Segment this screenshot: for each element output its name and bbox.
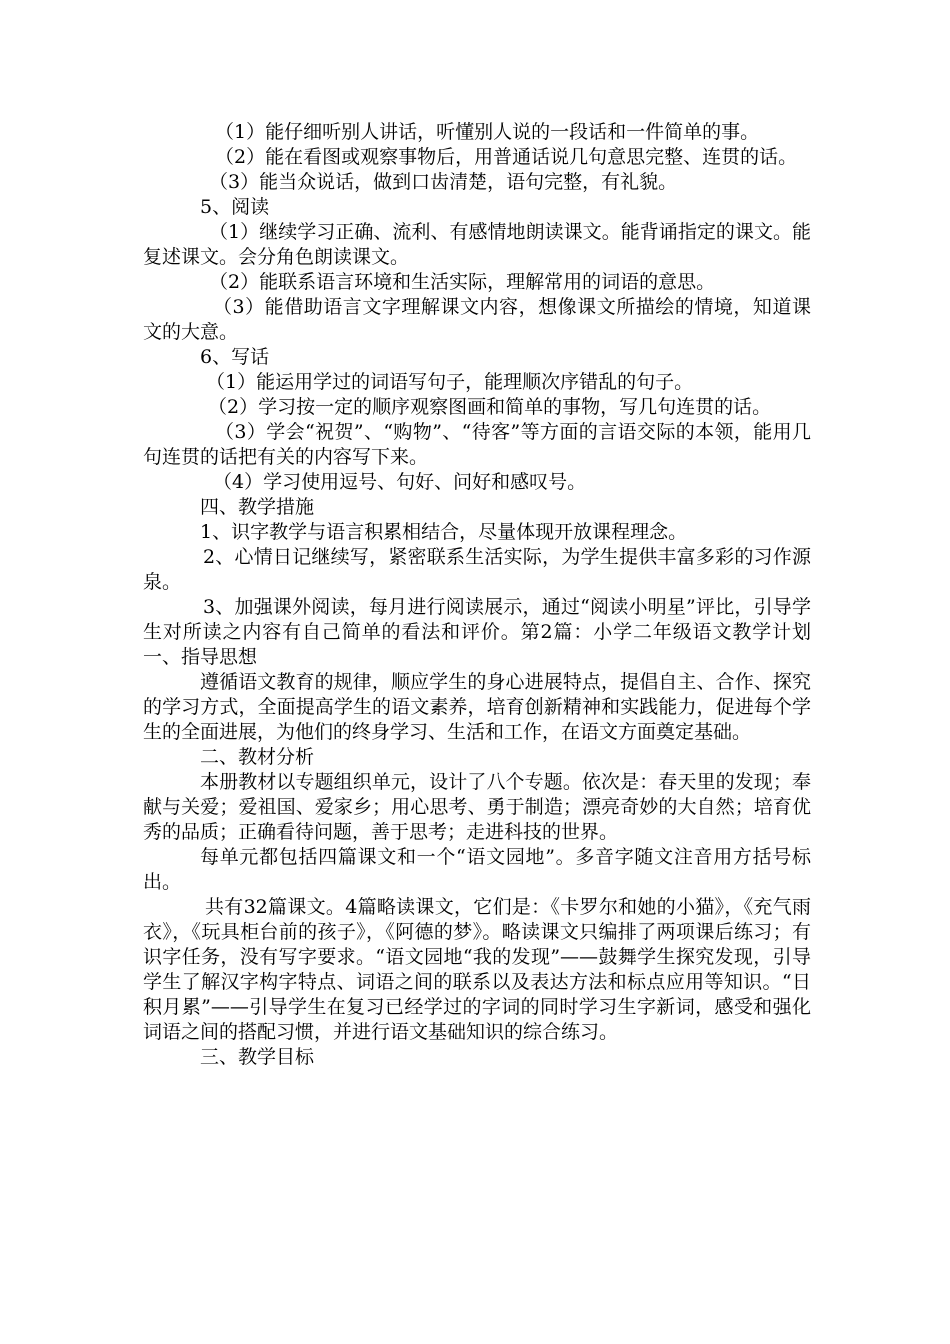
section-heading: 三、教学目标 — [200, 1046, 315, 1068]
paragraph: （3）能借助语言文字理解课文内容，想像课文所描绘的情境，知道课文的大意。 — [143, 296, 811, 343]
paragraph: （1）能仔细听别人讲话，听懂别人说的一段话和一件简单的事。 — [215, 121, 760, 143]
paragraph: 遵循语文教育的规律，顺应学生的身心进展特点，提倡自主、合作、探究的学习方式，全面提高学生的语文素养，培育创新精神和实践能力，促进每个学生的全面进展，为他们的终身学习、生活和工作，在语文方面奠定基础。 — [143, 671, 811, 743]
paragraph: 2、心情日记继续写，紧密联系生活实际，为学生提供丰富多彩的习作源泉。 — [143, 546, 811, 593]
paragraph: （2）学习按一定的顺序观察图画和简单的事物，写几句连贯的话。 — [208, 396, 772, 418]
document-body — [143, 120, 811, 1070]
paragraph: 共有32篇课文。4篇略读课文，它们是：《卡罗尔和她的小猫》，《充气雨衣》，《玩具柜台前的孩子》，《阿德的梦》。略读课文只编排了两项课后练习；有识字任务，没有写字要求。“语文园地“我的发现”——鼓舞学生探究发现，引导学生了解汉字构字特点、词语之间的联系以及表达方法和标点应用等知识。“日积月累”——引导学生在复习已经学过的字词的同时学习生字新词，感受和强化词语之间的搭配习惯，并进行语文基础知识的综合练习。 — [143, 896, 811, 1043]
paragraph: （1）能运用学过的词语写句子，能理顺次序错乱的句子。 — [206, 371, 694, 393]
paragraph: （4）学习使用逗号、句好、问好和感叹号。 — [213, 471, 587, 493]
paragraph: 3、加强课外阅读，每月进行阅读展示，通过“阅读小明星”评比，引导学生对所读之内容有自己简单的看法和评价。第2篇：小学二年级语文教学计划一、指导思想 — [143, 596, 811, 668]
section-heading: 二、教材分析 — [200, 746, 315, 768]
paragraph: 本册教材以专题组织单元，设计了八个专题。依次是：春天里的发现；奉献与关爱；爱祖国、爱家乡；用心思考、勇于制造；漂亮奇妙的大自然；培育优秀的品质；正确看待问题，善于思考；走进科技的世界。 — [143, 771, 811, 843]
section-heading: 四、教学措施 — [200, 496, 315, 518]
paragraph: 每单元都包括四篇课文和一个“语文园地”。多音字随文注音用方括号标出。 — [143, 846, 811, 893]
paragraph: （3）学会“祝贺”、“购物”、“待客”等方面的言语交际的本领，能用几句连贯的话把有关的内容写下来。 — [143, 421, 811, 468]
paragraph: （2）能联系语言环境和生活实际，理解常用的词语的意思。 — [209, 271, 716, 293]
paragraph: （1）继续学习正确、流利、有感情地朗读课文。能背诵指定的课文。能复述课文。会分角色朗读课文。 — [143, 221, 811, 268]
paragraph: （3）能当众说话，做到口齿清楚，语句完整，有礼貌。 — [209, 171, 678, 193]
paragraph: （2）能在看图或观察事物后，用普通话说几句意思完整、连贯的话。 — [215, 146, 798, 168]
section-heading: 5、阅读 — [200, 196, 270, 218]
paragraph: 1、识字教学与语言积累相结合，尽量体现开放课程理念。 — [200, 521, 688, 543]
section-heading: 6、写话 — [200, 346, 270, 368]
